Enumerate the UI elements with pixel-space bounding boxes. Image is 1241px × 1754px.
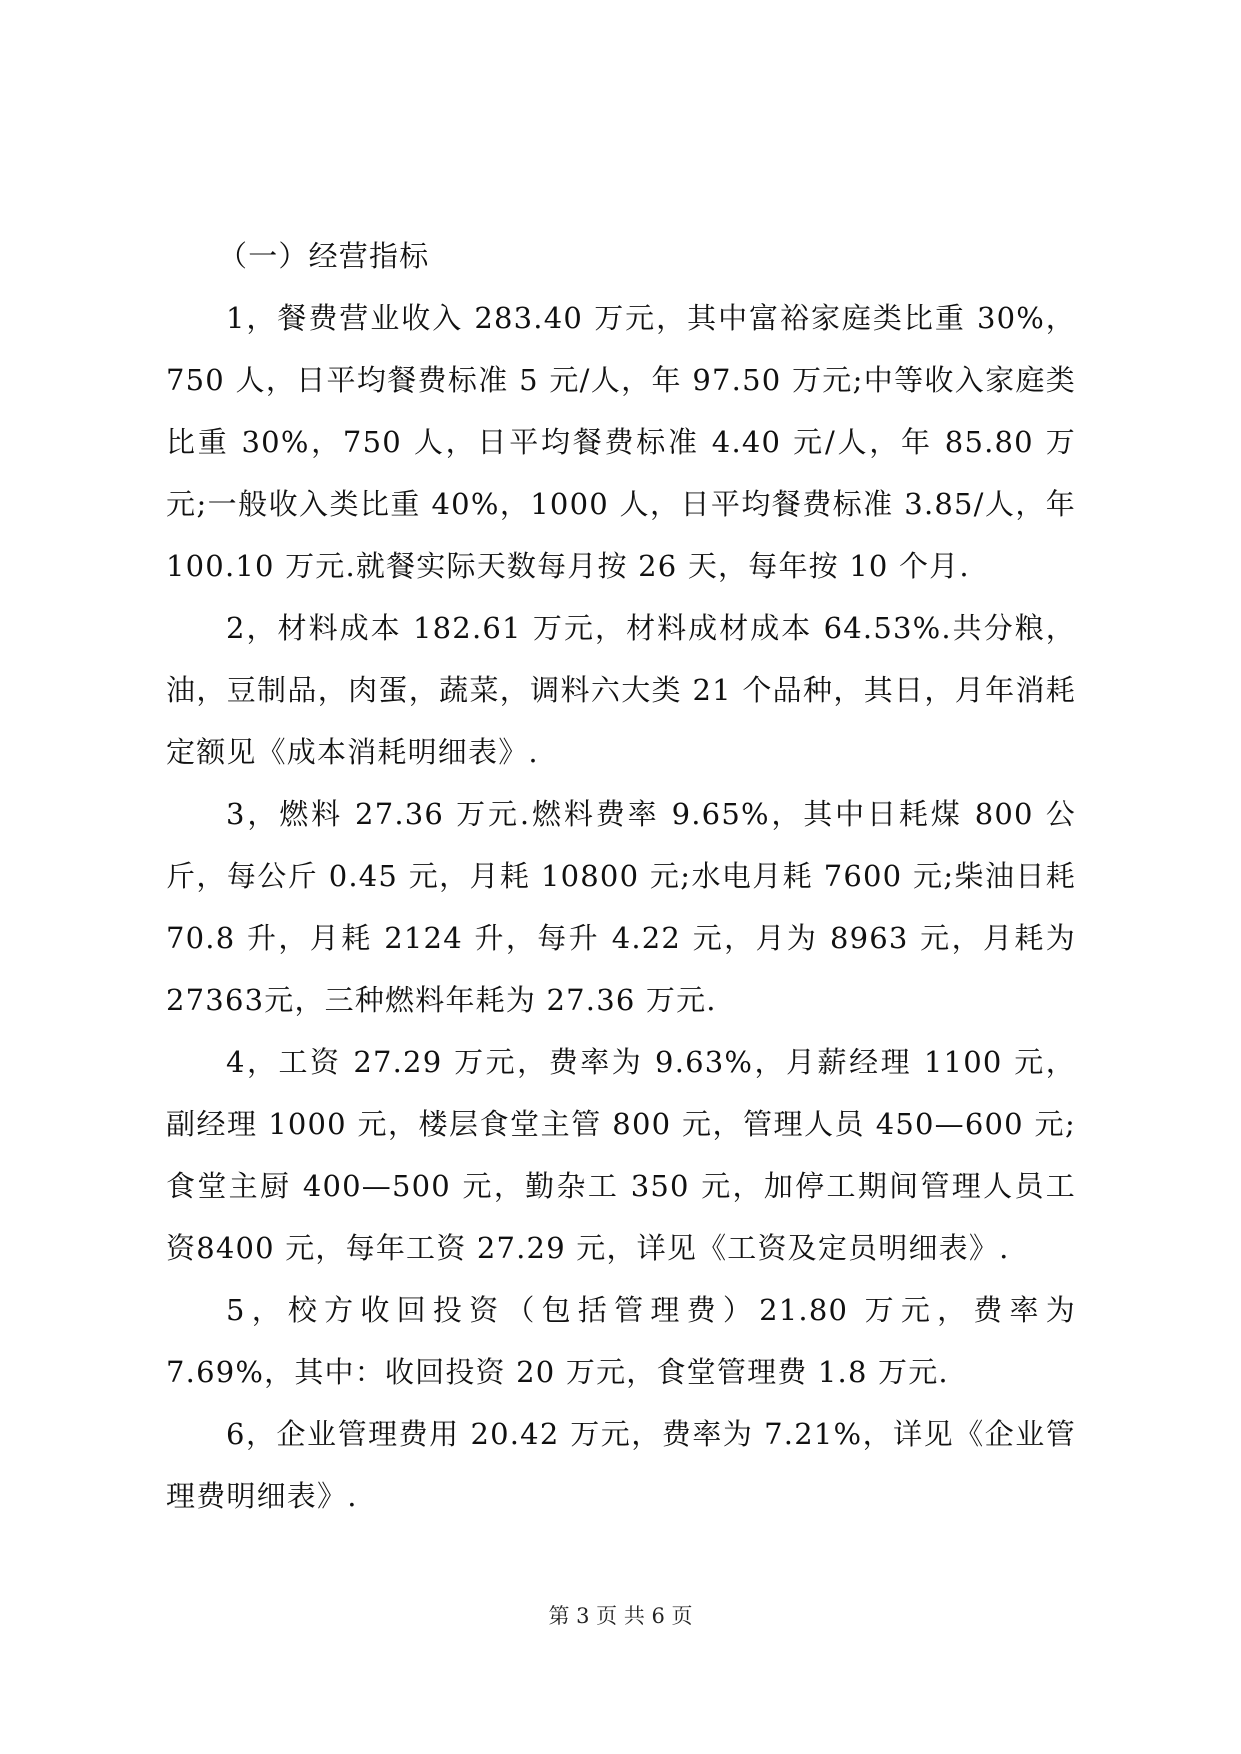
paragraph-5: 5，校方收回投资（包括管理费）21.80 万元，费率为 7.69%，其中：收回投资 20 万元，食堂管理费 1.8 万元. bbox=[166, 1293, 1076, 1389]
paragraph-6: 6，企业管理费用 20.42 万元，费率为 7.21%，详见《企业管理费明细表》. bbox=[166, 1417, 1076, 1513]
paragraph-2: 2，材料成本 182.61 万元，材料成材成本 64.53%.共分粮，油，豆制品，肉蛋，蔬菜，调料六大类 21 个品种，其日，月年消耗定额见《成本消耗明细表》. bbox=[166, 611, 1076, 769]
section-heading: （一）经营指标 bbox=[218, 239, 430, 273]
page-footer: 第 3 页 共 6 页 bbox=[548, 1604, 693, 1628]
paragraph-4: 4，工资 27.29 万元，费率为 9.63%，月薪经理 1100 元，副经理 1000 元，楼层食堂主管 800 元，管理人员 450—600 元;食堂主厨 400—500 元，勤杂工 350 元，加停工期间管理人员工资8400 元，每年工资 27.29 元，详见《工资及定员明细表》. bbox=[166, 1045, 1076, 1265]
paragraph-3: 3，燃料 27.36 万元.燃料费率 9.65%，其中日耗煤 800 公斤，每公斤 0.45 元，月耗 10800 元;水电月耗 7600 元;柴油日耗70.8 升，月耗 2124 升，每升 4.22 元，月为 8963 元，月耗为 27363元，三种燃料年耗为 27.36 万元. bbox=[166, 797, 1076, 1017]
paragraph-1: 1，餐费营业收入 283.40 万元，其中富裕家庭类比重 30%，750 人，日平均餐费标准 5 元/人，年 97.50 万元;中等收入家庭类比重 30%，750 人，日平均餐费标准 4.40 元/人，年 85.80 万元;一般收入类比重 40%，1000 人，日平均餐费标准 3.85/人，年 100.10 万元.就餐实际天数每月按 26 天，每年按 10 个月. bbox=[166, 301, 1076, 583]
document-body bbox=[166, 225, 1076, 1527]
